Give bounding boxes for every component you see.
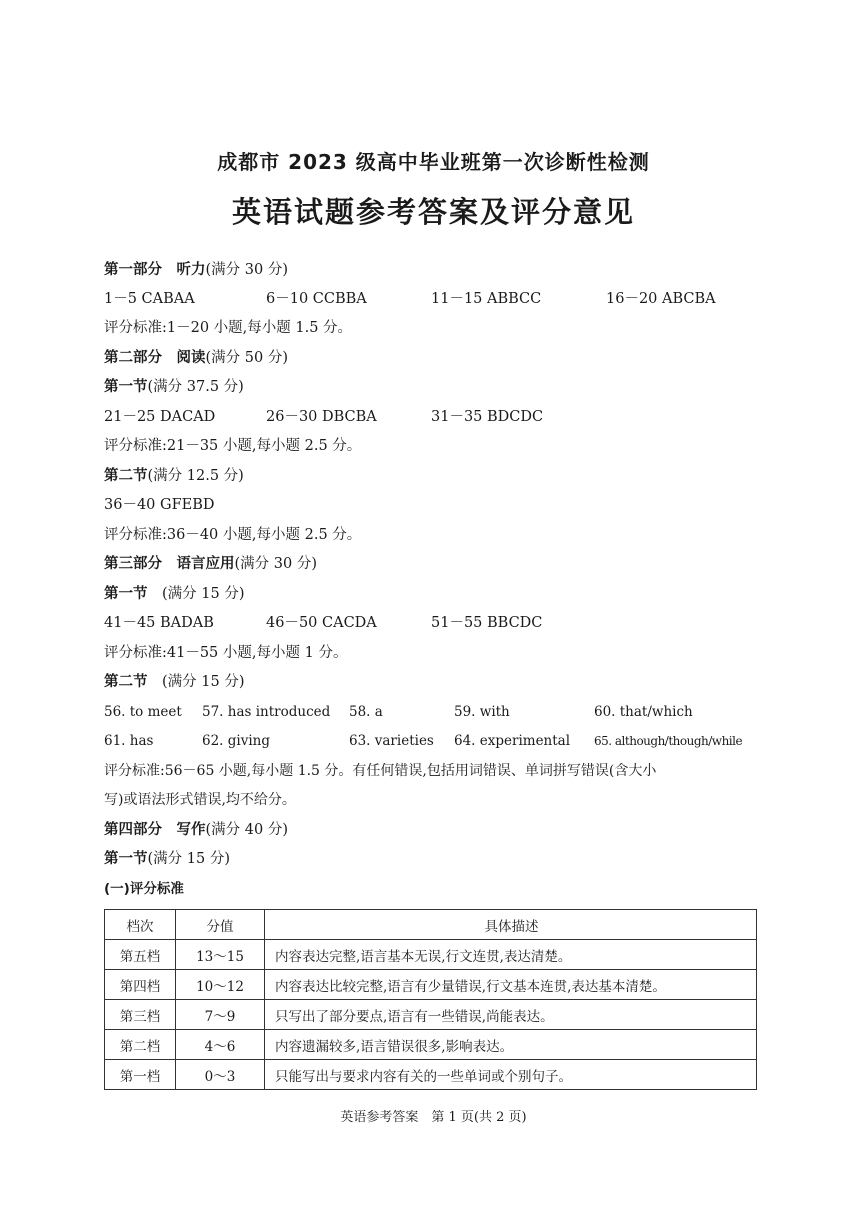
answer-item: 57. has introduced — [202, 704, 331, 720]
part3-heading: 第三部分 语言应用(满分 30 分) — [104, 556, 317, 572]
answer-item: 62. giving — [202, 733, 271, 749]
grade-level: 第五档 — [105, 940, 176, 970]
answer-item: 63. varieties — [349, 733, 434, 749]
part2-section1-answers — [104, 407, 764, 427]
score-range: 13～15 — [176, 940, 265, 970]
page-footer: 英语参考答案 第 1 页(共 2 页) — [340, 1110, 527, 1125]
document-title: 英语试题参考答案及评分意见 — [231, 195, 635, 229]
column-header: 分值 — [176, 910, 265, 940]
part1-answers — [104, 289, 764, 309]
part2-section1-scoring: 评分标准:21－35 小题,每小题 2.5 分。 — [104, 438, 362, 454]
answer-group: 6－10 CCBBA — [266, 291, 367, 307]
score-range: 7～9 — [176, 1000, 265, 1030]
answer-item: 64. experimental — [454, 733, 571, 749]
grade-description: 内容表达比较完整,语言有少量错误,行文基本连贯,表达基本清楚。 — [265, 970, 757, 1000]
score-range: 0～3 — [176, 1060, 265, 1090]
column-header: 档次 — [105, 910, 176, 940]
part4-heading: 第四部分 写作(满分 40 分) — [104, 822, 288, 838]
answer-group: 21－25 DACAD — [104, 409, 216, 425]
exam-title: 成都市 2023 级高中毕业班第一次诊断性检测 — [217, 150, 650, 174]
grade-description: 只能写出与要求内容有关的一些单词或个别句子。 — [265, 1060, 757, 1090]
answer-group: 1－5 CABAA — [104, 291, 195, 307]
part1-heading: 第一部分 听力(满分 30 分) — [104, 262, 288, 278]
part3-section2-scoring-line1: 评分标准:56－65 小题,每小题 1.5 分。有任何错误,包括用词错误、单词拼写错误(含大小 — [104, 763, 657, 779]
grade-level: 第三档 — [105, 1000, 176, 1030]
part3-section1-scoring: 评分标准:41－55 小题,每小题 1 分。 — [104, 645, 348, 661]
part3-section1-heading: 第一节 (满分 15 分) — [104, 586, 245, 602]
criteria-heading: (一)评分标准 — [104, 881, 184, 897]
part2-section2-answers: 36－40 GFEBD — [104, 497, 215, 513]
answer-item: 56. to meet — [104, 704, 182, 720]
answer-group: 11－15 ABBCC — [431, 291, 542, 307]
part3-section2-scoring-line2: 写)或语法形式错误,均不给分。 — [104, 792, 296, 808]
grade-level: 第四档 — [105, 970, 176, 1000]
table-row — [105, 1060, 757, 1090]
grade-level: 第一档 — [105, 1060, 176, 1090]
grade-description: 内容遗漏较多,语言错误很多,影响表达。 — [265, 1030, 757, 1060]
part3-section2-answers-row1 — [104, 702, 764, 722]
score-range: 10～12 — [176, 970, 265, 1000]
table-row — [105, 970, 757, 1000]
answer-group: 31－35 BDCDC — [431, 409, 544, 425]
part2-section2-heading: 第二节(满分 12.5 分) — [104, 468, 244, 484]
part4-section1-heading: 第一节(满分 15 分) — [104, 851, 230, 867]
part2-heading: 第二部分 阅读(满分 50 分) — [104, 350, 288, 366]
answer-group: 41－45 BADAB — [104, 615, 214, 631]
answer-item: 65. although/though/while — [594, 734, 743, 748]
answer-group: 46－50 CACDA — [266, 615, 377, 631]
grade-description: 内容表达完整,语言基本无误,行文连贯,表达清楚。 — [265, 940, 757, 970]
table-row — [105, 940, 757, 970]
part3-section1-answers — [104, 613, 764, 633]
table-header-row — [105, 910, 757, 940]
part3-section2-answers-row2 — [104, 731, 764, 751]
part2-section2-scoring: 评分标准:36－40 小题,每小题 2.5 分。 — [104, 527, 362, 543]
answer-item: 61. has — [104, 733, 154, 749]
table-row — [105, 1030, 757, 1060]
answer-item: 59. with — [454, 704, 510, 720]
part1-scoring: 评分标准:1－20 小题,每小题 1.5 分。 — [104, 320, 353, 336]
score-range: 4～6 — [176, 1030, 265, 1060]
column-header: 具体描述 — [265, 910, 757, 940]
answer-group: 16－20 ABCBA — [606, 291, 716, 307]
table-row — [105, 1000, 757, 1030]
grade-level: 第二档 — [105, 1030, 176, 1060]
grade-description: 只写出了部分要点,语言有一些错误,尚能表达。 — [265, 1000, 757, 1030]
part3-section2-heading: 第二节 (满分 15 分) — [104, 674, 245, 690]
part2-section1-heading: 第一节(满分 37.5 分) — [104, 379, 244, 395]
answer-item: 60. that/which — [594, 704, 693, 720]
answer-item: 58. a — [349, 704, 383, 720]
answer-group: 51－55 BBCDC — [431, 615, 543, 631]
answer-group: 26－30 DBCBA — [266, 409, 377, 425]
grading-table — [104, 909, 757, 1090]
